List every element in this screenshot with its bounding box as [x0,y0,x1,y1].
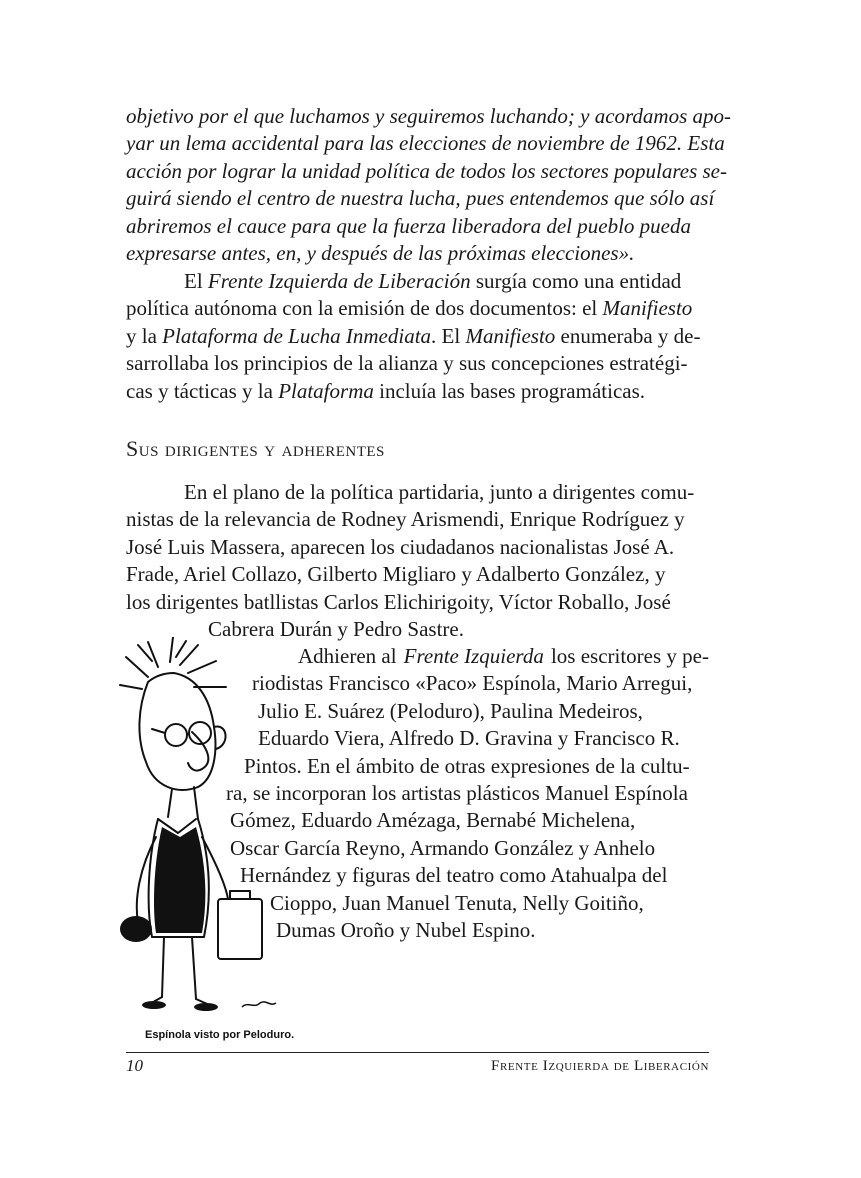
paragraph-line: los dirigentes batllistas Carlos Elichirigoity, Víctor Roballo, José [126,589,671,614]
paragraph-line: Gómez, Eduardo Amézaga, Bernabé Michelena, [230,808,636,833]
paragraph-line: Dumas Oroño y Nubel Espino. [276,918,536,943]
paragraph-line: El Frente Izquierda de Liberación surgía como una entidad [184,269,682,293]
quoted-declaration [126,103,732,267]
running-title: Frente Izquierda de Liberación [491,1058,709,1074]
paragraph-line: Adhieren al Frente Izquierda los escritores y pe- [298,644,709,668]
quote-line: yar un lema accidental para las elecciones de noviembre de 1962. Esta [126,131,725,156]
paragraph-line: José Luis Massera, aparecen los ciudadanos nacionalistas José A. [126,534,675,559]
paragraph-line: Julio E. Suárez (Peloduro), Paulina Medeiros, [258,698,643,723]
paragraph-line: Cabrera Durán y Pedro Sastre. [208,617,464,642]
paragraph-line: Oscar García Reyno, Armando González y Anhelo [230,835,656,860]
paragraph-line: nistas de la relevancia de Rodney Arismendi, Enrique Rodríguez y [126,507,685,532]
paragraph-line: Cioppo, Juan Manuel Tenuta, Nelly Goitiño, [270,890,644,915]
paragraph-line: Eduardo Viera, Alfredo D. Gravina y Francisco R. [258,726,680,751]
paragraph-line: Hernández y figuras del teatro como Atahualpa del [240,863,668,888]
paragraph-line: cas y tácticas y la Plataforma incluía las bases programáticas. [126,378,646,403]
paragraph-line: ra, se incorporan los artistas plásticos Manuel Espínola [226,781,688,806]
paragraph-leaders [126,479,709,643]
section-heading: Sus dirigentes y adherentes [126,436,385,461]
paragraph-line: En el plano de la política partidaria, junto a dirigentes comu- [184,480,695,504]
quote-line: abriremos el cauce para que la fuerza liberadora del pueblo pueda [126,213,691,238]
paragraph-line: Pintos. En el ámbito de otras expresiones de la cultu- [244,753,690,778]
paragraph-line: riodistas Francisco «Paco» Espínola, Mario Arregui, [252,671,693,696]
page-number: 10 [126,1056,143,1075]
quote-line: acción por lograr la unidad política de todos los sectores populares se- [126,158,727,183]
quote-line: expresarse antes, en, y después de las próximas elecciones». [126,241,635,266]
paragraph-line: política autónoma con la emisión de dos documentos: el Manifiesto [126,296,693,321]
paragraph-line: Frade, Ariel Collazo, Gilberto Migliaro y Adalberto González, y [126,562,666,587]
image-caption: Espínola visto por Peloduro. [145,1029,295,1041]
paragraph-line: sarrollaba los principios de la alianza y sus concepciones estratégi- [126,351,688,376]
quote-line: objetivo por el que luchamos y seguiremos luchando; y acordamos apo- [126,104,732,128]
paragraph-line: y la Plataforma de Lucha Inmediata. El Manifiesto enumeraba y de- [126,323,701,348]
caricature-illustration [118,637,293,1022]
quote-line: guirá siendo el centro de nuestra lucha, pues entendemos que sólo así [126,186,715,211]
paragraph-frente-origin [126,268,709,405]
footer-rule [126,1052,709,1053]
